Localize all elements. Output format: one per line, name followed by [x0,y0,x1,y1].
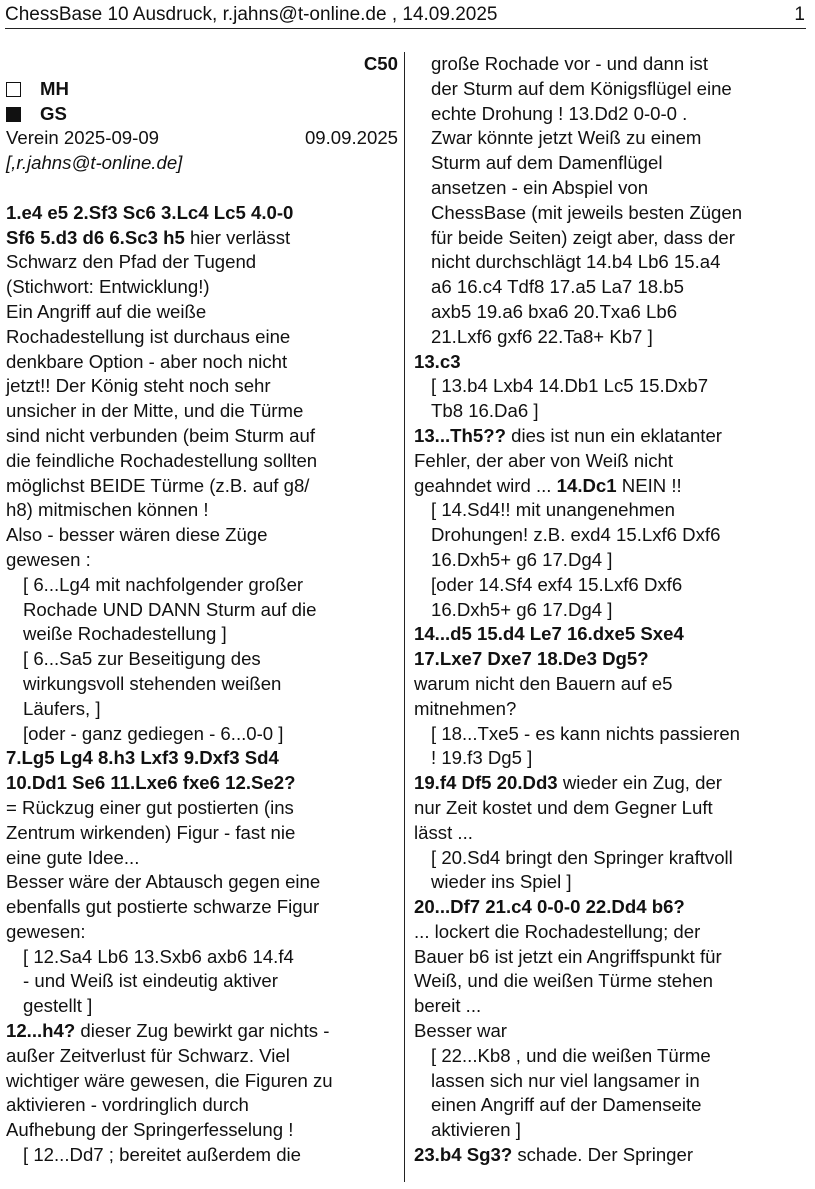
comment-text: nicht durchschlägt 14.b4 Lb6 15.a4 [431,251,721,273]
text-line [414,1069,806,1094]
event-name: Verein 2025-09-09 [6,127,159,149]
text-line [414,399,806,424]
comment-text: Zwar könnte jetzt Weiß zu einem [431,127,702,149]
move-text: 23.b4 Sg3? [414,1144,513,1166]
text-line [6,226,398,251]
text-line [6,796,398,821]
comment-text: Besser war [414,1020,507,1042]
text-line [6,498,398,523]
text-line [6,895,398,920]
header-divider [5,28,806,29]
white-player-name: MH [40,77,69,99]
comment-text: 16.Dxh5+ g6 17.Dg4 ] [431,598,613,620]
comment-text: Weiß, und die weißen Türme stehen [414,970,714,992]
comment-text: Fehler, der aber von Weiß nicht [414,449,674,471]
comment-text: denkbare Option - aber noch nicht [6,350,288,372]
eco-code: C50 [363,53,398,74]
text-line [414,126,806,151]
text-line [414,622,806,647]
black-player-name: GS [40,102,67,124]
move-text: 13...Th5?? [414,424,506,446]
comment-text: NEIN !! [616,474,682,496]
comment-text: h8) mitmischen können ! [6,499,209,521]
comment-text: [oder 14.Sf4 exf4 15.Lxf6 Dxf6 [431,573,683,595]
black-player [6,102,398,127]
text-line [414,846,806,871]
comment-text: [ 13.b4 Lxb4 14.Db1 Lc5 15.Dxb7 [431,375,709,397]
text-line [414,647,806,672]
text-line [6,746,398,771]
text-line [6,994,398,1019]
text-line [6,846,398,871]
text-line [6,1019,398,1044]
text-line [6,870,398,895]
text-line [414,771,806,796]
text-line [6,250,398,275]
comment-text: jetzt!! Der König steht noch sehr [6,375,271,397]
text-line [414,548,806,573]
move-text: 19.f4 Df5 20.Dd3 [414,772,558,794]
text-line [6,722,398,747]
comment-text: wichtiger wäre gewesen, die Figuren zu [6,1069,333,1091]
text-line [414,275,806,300]
comment-text: (Stichwort: Entwicklung!) [6,276,210,298]
comment-text: mitnehmen? [414,697,517,719]
comment-text: Aufhebung der Springerfesselung ! [6,1119,294,1141]
print-header [5,3,805,27]
comment-text: warum nicht den Bauern auf e5 [414,672,673,694]
comment-text: sind nicht verbunden (beim Sturm auf [6,424,316,446]
text-line [6,474,398,499]
comment-text: [ 6...Sa5 zur Beseitigung des [23,648,261,670]
comment-text: Besser wäre der Abtausch gegen eine [6,871,321,893]
comment-text: nur Zeit kostet und dem Gegner Luft [414,796,713,818]
comment-text: weiße Rochadestellung ] [23,623,227,645]
text-line [6,945,398,970]
comment-text: lassen sich nur viel langsamer in [431,1069,700,1091]
comment-text: wieder ein Zug, der [557,772,722,794]
move-text: 14.Dc1 [556,474,617,496]
comment-text: 16.Dxh5+ g6 17.Dg4 ] [431,548,613,570]
text-line [414,250,806,275]
comment-text: Rochadestellung ist durchaus eine [6,325,291,347]
text-line [414,300,806,325]
comment-text: [ 22...Kb8 , und die weißen Türme [431,1044,711,1066]
comment-text: die feindliche Rochadestellung sollten [6,449,318,471]
right-column [414,52,806,1168]
text-line [6,325,398,350]
text-line [6,573,398,598]
white-player [6,77,398,102]
text-line [414,1118,806,1143]
move-text: 12...h4? [6,1020,76,1042]
text-line [414,374,806,399]
comment-text: gestellt ] [23,995,93,1017]
right-text-body [414,52,806,1168]
text-line [6,449,398,474]
comment-text: Läufers, ] [23,697,101,719]
text-line [414,796,806,821]
text-line [6,672,398,697]
text-line [414,1044,806,1069]
text-line [414,746,806,771]
comment-text: unsicher in der Mitte, und die Türme [6,400,304,422]
comment-text: [ 6...Lg4 mit nachfolgender großer [23,573,304,595]
comment-text: geahndet wird ... [414,474,557,496]
text-line [6,548,398,573]
move-text: Sf6 5.d3 d6 6.Sc3 h5 [6,226,185,248]
text-line [414,449,806,474]
comment-text: für beide Seiten) zeigt aber, dass der [431,226,735,248]
comment-text: schade. Der Springer [512,1144,694,1166]
text-line [6,201,398,226]
move-text: 7.Lg5 Lg4 8.h3 Lxf3 9.Dxf3 Sd4 [6,747,279,769]
text-line [414,920,806,945]
comment-text: Zentrum wirkenden) Figur - fast nie [6,821,296,843]
event-line [6,126,398,151]
text-line [6,598,398,623]
comment-text: Schwarz den Pfad der Tugend [6,251,257,273]
comment-text: Rochade UND DANN Sturm auf die [23,598,317,620]
text-line [6,275,398,300]
comment-text: ! 19.f3 Dg5 ] [431,747,533,769]
header-title: ChessBase 10 Ausdruck, r.jahns@t-online.de , 14.09.2025 [5,4,498,25]
text-line [414,1093,806,1118]
comment-text: axb5 19.a6 bxa6 20.Txa6 Lb6 [431,300,678,322]
text-line [414,573,806,598]
comment-text: der Sturm auf dem Königsflügel eine [431,77,732,99]
comment-text: echte Drohung ! 13.Dd2 0-0-0 . [431,102,688,124]
text-line [6,697,398,722]
text-line [6,300,398,325]
text-line [414,151,806,176]
comment-text: [ 18...Txe5 - es kann nichts passieren [431,722,741,744]
comment-text: [ 14.Sd4!! mit unangenehmen [431,499,675,521]
comment-text: Also - besser wären diese Züge [6,524,268,546]
text-line [414,994,806,1019]
text-line [6,424,398,449]
comment-text: Tb8 16.Da6 ] [431,400,539,422]
white-square-icon [6,82,21,97]
comment-text: ... lockert die Rochadestellung; der [414,920,701,942]
move-text: 1.e4 e5 2.Sf3 Sc6 3.Lc4 Lc5 4.0-0 [6,201,294,223]
left-column [6,52,398,1168]
comment-text: [ 12...Dd7 ; bereitet außerdem die [23,1144,302,1166]
text-line [414,1143,806,1168]
text-line [414,498,806,523]
text-line [414,77,806,102]
text-line [414,672,806,697]
comment-text: Ein Angriff auf die weiße [6,300,207,322]
annotator: [,r.jahns@t-online.de] [6,152,183,174]
text-line [6,523,398,548]
comment-text: große Rochade vor - und dann ist [431,53,708,74]
text-line [414,176,806,201]
comment-text: lässt ... [414,821,473,843]
text-line [6,1143,398,1168]
text-line [414,424,806,449]
comment-text: gewesen : [6,548,91,570]
comment-text: wieder ins Spiel ] [431,871,572,893]
comment-text: a6 16.c4 Tdf8 17.a5 La7 18.b5 [431,276,684,298]
comment-text: möglichst BEIDE Türme (z.B. auf g8/ [6,474,310,496]
text-line [414,697,806,722]
text-line [6,374,398,399]
comment-text: ebenfalls gut postierte schwarze Figur [6,896,320,918]
comment-text: einen Angriff auf der Damenseite [431,1094,702,1116]
text-line [6,1044,398,1069]
comment-text: ChessBase (mit jeweils besten Zügen [431,201,743,223]
left-text-body [6,201,398,1168]
comment-text: bereit ... [414,995,482,1017]
comment-text: eine gute Idee... [6,846,140,868]
text-line [414,474,806,499]
text-line [414,1019,806,1044]
comment-text: gewesen: [6,920,86,942]
text-line [414,945,806,970]
text-line [6,647,398,672]
comment-text: [oder - ganz gediegen - 6...0-0 ] [23,722,284,744]
text-line [6,622,398,647]
text-line [414,722,806,747]
comment-text: hier verlässt [184,226,291,248]
column-divider [404,52,405,1182]
black-square-icon [6,107,21,122]
comment-text: Drohungen! z.B. exd4 15.Lxf6 Dxf6 [431,524,721,546]
text-line [414,102,806,127]
text-line [6,969,398,994]
text-line [414,598,806,623]
comment-text: Bauer b6 ist jetzt ein Angriffspunkt für [414,945,722,967]
comment-text: = Rückzug einer gut postierten (ins [6,796,294,818]
comment-text: wirkungsvoll stehenden weißen [23,672,282,694]
comment-text: ansetzen - ein Abspiel von [431,176,649,198]
move-text: 13.c3 [414,350,461,372]
text-line [6,920,398,945]
text-line [6,1093,398,1118]
game-date: 09.09.2025 [304,127,398,149]
page-number: 1 [794,4,805,25]
comment-text: aktivieren - vordringlich durch [6,1094,249,1116]
comment-text: außer Zeitverlust für Schwarz. Viel [6,1044,290,1066]
text-line [414,350,806,375]
comment-text: [ 20.Sd4 bringt den Springer kraftvoll [431,846,733,868]
comment-text: aktivieren ] [431,1119,521,1141]
comment-text: - und Weiß ist eindeutig aktiver [23,970,278,992]
text-line [414,523,806,548]
comment-text: Sturm auf dem Damenflügel [431,152,663,174]
move-text: 17.Lxe7 Dxe7 18.De3 Dg5? [414,648,649,670]
text-line [414,201,806,226]
text-line [414,870,806,895]
text-line [6,1069,398,1094]
text-line [414,969,806,994]
text-line [414,226,806,251]
text-line [6,399,398,424]
comment-text: [ 12.Sa4 Lb6 13.Sxb6 axb6 14.f4 [23,945,294,967]
comment-text: dieser Zug bewirkt gar nichts - [75,1020,330,1042]
text-line [414,52,806,77]
comment-text: 21.Lxf6 gxf6 22.Ta8+ Kb7 ] [431,325,653,347]
text-line [6,350,398,375]
comment-text: dies ist nun ein eklatanter [505,424,722,446]
text-line [6,771,398,796]
text-line [414,325,806,350]
text-line [6,1118,398,1143]
spacer [6,176,398,201]
move-text: 10.Dd1 Se6 11.Lxe6 fxe6 12.Se2? [6,772,296,794]
text-line [414,895,806,920]
move-text: 20...Df7 21.c4 0-0-0 22.Dd4 b6? [414,896,685,918]
text-line [414,821,806,846]
move-text: 14...d5 15.d4 Le7 16.dxe5 Sxe4 [414,623,684,645]
text-line [6,821,398,846]
